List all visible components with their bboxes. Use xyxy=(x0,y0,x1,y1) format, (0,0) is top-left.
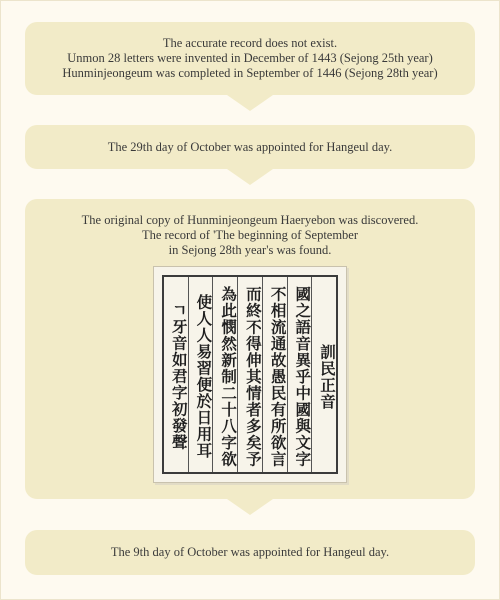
step-1-line-1: The accurate record does not exist. xyxy=(162,36,338,50)
hunminjeongeum-document-image xyxy=(153,266,347,483)
step-3-line-3: in Sejong 28th year's was found. xyxy=(168,243,332,257)
step-box-2 xyxy=(25,125,475,169)
step-1-line-3: Hunminjeongeum was completed in September of 1446 (Sejong 28th year) xyxy=(62,66,438,80)
document-column: 使人人易習便於日用耳 xyxy=(188,277,213,472)
step-3-line-1: The original copy of Hunminjeongeum Haeryebon was discovered. xyxy=(81,213,419,227)
document-column: 為此憫然新制二十八字欲 xyxy=(212,277,237,472)
down-arrow-icon xyxy=(227,499,273,515)
step-3-line-2: The record of 'The beginning of September xyxy=(141,228,359,242)
step-box-1 xyxy=(25,22,475,95)
document-column: 國之語音異乎中國與文字 xyxy=(287,277,312,472)
document-text-grid xyxy=(162,275,338,474)
document-column: 訓民正音 xyxy=(311,277,336,472)
document-column: 而終不得伸其情者多矣予 xyxy=(237,277,262,472)
step-4-line-1: The 9th day of October was appointed for Hangeul day. xyxy=(110,545,390,559)
step-2-line-1: The 29th day of October was appointed for Hangeul day. xyxy=(107,139,393,154)
step-box-4 xyxy=(25,530,475,575)
document-column: 不相流通故愚民有所欲言 xyxy=(262,277,287,472)
down-arrow-icon xyxy=(227,169,273,185)
down-arrow-icon xyxy=(227,95,273,111)
document-column: ㄱ牙音如君字初發聲 xyxy=(169,302,189,451)
step-box-3 xyxy=(25,199,475,499)
step-1-line-2: Unmon 28 letters were invented in December of 1443 (Sejong 25th year) xyxy=(67,51,433,65)
